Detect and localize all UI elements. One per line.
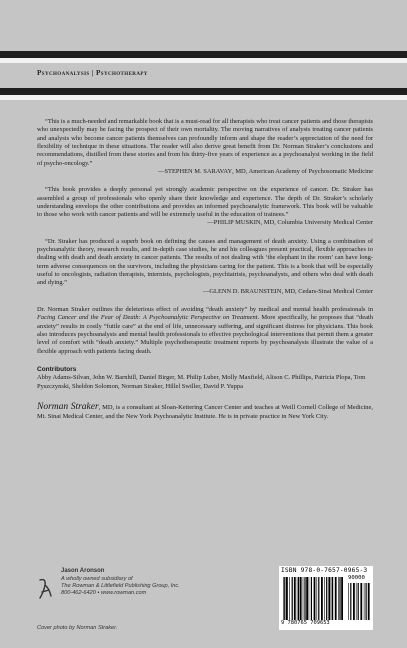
barcode-bar xyxy=(353,583,355,620)
barcode-bar xyxy=(298,577,299,620)
barcode-bar xyxy=(339,577,340,620)
barcode-bar xyxy=(332,577,333,620)
contributors-section xyxy=(37,366,373,391)
barcode-bar xyxy=(326,577,327,620)
book-description: Dr. Norman Straker outlines the deleterious effect of avoiding “death anxiety” by medical and mental health professionals in Facing Cancer and the Fear of Death: A Psychoanalytic Perspective on Treatment. More specifically, he proposes that “death anxiety” results in costly “futile care” at the end of life, unnecessary suffering, and significant distress for physicians. This book also introduces psychoanalysts and mental health professionals to effective psychological interventions that permit them a greater level of comfort with “death anxiety.” Multiple psychotherapeutic treatment reports by psychoanalysts illustrate the value of a flexible approach with patients facing death. xyxy=(37,305,374,355)
quote-attribution: —PHILIP MUSKIN, MD, Columbia University Medical Center xyxy=(207,219,373,227)
publisher-name: Jason Aronson xyxy=(61,568,105,574)
category-header: Psychoanalysis | Psychotherapy xyxy=(37,69,148,77)
author-name: Norman Straker xyxy=(37,401,99,412)
back-cover-content xyxy=(37,118,373,421)
barcode-area xyxy=(279,566,373,630)
barcode-bar xyxy=(311,577,312,620)
barcode-bar xyxy=(292,577,293,620)
cover-photo-credit: Cover photo by Norman Straker. xyxy=(37,625,118,631)
price-code: 90000 xyxy=(348,575,365,581)
barcode-bar xyxy=(321,577,323,620)
barcode-bar xyxy=(283,577,284,620)
barcode-bar xyxy=(303,577,304,620)
barcode-bar xyxy=(368,583,370,620)
publisher-line: A wholly owned subsidiary of xyxy=(61,575,133,582)
author-bio: Norman Straker, MD, is a consultant at Sloan-Kettering Cancer Center and teaches at Weill Cornell College of Medicine, Mt. Sinai Medical Center, and the New York Psychoanalytic Institute. He is in private practice in New York City. xyxy=(37,401,373,421)
publisher-contact: 800-462-6420 • www.rowman.com xyxy=(61,590,147,597)
barcode-bar xyxy=(300,577,302,620)
barcode-bar xyxy=(341,577,343,620)
rule-band-light xyxy=(0,95,407,100)
top-band-dark xyxy=(0,51,407,58)
publisher-logo-icon xyxy=(37,578,53,600)
rule-band-dark xyxy=(0,88,407,95)
barcode-bar xyxy=(358,583,359,620)
barcode-bar xyxy=(317,577,318,620)
barcode-bar xyxy=(286,577,288,620)
barcode-bar xyxy=(360,583,362,620)
contributors-heading: Contributors xyxy=(37,365,77,373)
isbn-label: ISBN 978-0-7657-0965-3 xyxy=(281,567,368,574)
barcode-digits: 9 780765 709653 xyxy=(281,620,330,626)
barcode-bar xyxy=(348,583,349,620)
isbn-barcode xyxy=(283,577,345,620)
quote-text: “Dr. Straker has produced a superb book on defining the causes and management of death anxiety. Using a combination of psychoanalytic theory, research results, and in-depth case studies, he and his colleagues present practical, flexible approaches to dealing with death and death anxiety in cancer patients. The results of not dealing with ‘the elephant in the room’ can have long-term adverse consequences on the survivors, including the physicians caring for the patient. This is a book that will be especially useful to oncologists, radiation therapists, internists, psychologists, psychiatrists, psychoanalysts, and others who deal with death and dying.” xyxy=(37,237,373,287)
barcode-bar xyxy=(331,577,332,620)
barcode-bar xyxy=(289,577,290,620)
barcode-bar xyxy=(304,577,305,620)
quote-1 xyxy=(37,118,373,176)
barcode-bar xyxy=(350,583,351,620)
barcode-bar xyxy=(306,577,308,620)
barcode-bar xyxy=(294,577,296,620)
barcode-bar xyxy=(309,577,310,620)
barcode-bar xyxy=(314,577,316,620)
quote-attribution: —STEPHEN M. SARAVAY, MD, American Academy of Psychosomatic Medicine xyxy=(158,167,373,175)
barcode-bar xyxy=(338,577,339,620)
barcode-bar xyxy=(318,577,319,620)
barcode-bar xyxy=(284,577,285,620)
barcode-bar xyxy=(328,577,330,620)
quote-3 xyxy=(37,238,373,296)
addon-barcode xyxy=(348,583,370,620)
top-band-light xyxy=(0,58,407,63)
quote-2 xyxy=(37,186,373,228)
publisher-line: The Rowman & Littlefield Publishing Group, Inc. xyxy=(61,583,180,590)
barcode-bar xyxy=(364,583,365,620)
quote-text: “This is a much-needed and remarkable book that is a must-read for all therapists who treat cancer patients and those therapists who unexpectedly may be facing the prospect of their own mortality. The moving narratives of analysts treating cancer patients and analysts who become cancer patients themselves can profoundly inform and shape the reader’s appreciation of the need for flexibility of technique in these situations. The reader will also derive great benefit from Dr. Norman Straker’s conclusions and recommendations, distilled from these stories and from his thirty-five years of experience as a psychoanalyst working in the field of psycho-oncology.” xyxy=(37,118,373,167)
barcode-bar xyxy=(356,583,357,620)
quote-attribution: —GLENN D. BRAUNSTEIN, MD, Cedars-Sinai Medical Center xyxy=(202,287,373,295)
barcode-bar xyxy=(366,583,367,620)
book-title: Facing Cancer and the Fear of Death: A Psychoanalytic Perspective on Treatment xyxy=(37,314,258,322)
quote-text: “This book provides a deeply personal yet strongly academic perspective on the experience of cancer. Dr. Straker has assembled a group of professionals who openly share their knowledge and experience. The depth of Dr. Straker’s scholarly understanding envelops the other contributions and provides an informed psychoanalytic framework. This book will be valuable to those who work with cancer patients and will be extremely useful in the education of trainees.” xyxy=(37,186,373,219)
barcode-bar xyxy=(335,577,337,620)
contributors-list: Abby Adams-Silvan, John W. Barnhill, Daniel Birger, M. Philip Luber, Molly Maxfield, Alison C. Phillips, Patricia Plopa, Tom Pyszczynski, Sheldon Solomon, Norman Straker, Hillel Swiller, David P. Yuppa xyxy=(37,374,366,390)
barcode-bar xyxy=(324,577,325,620)
barcode-bar xyxy=(297,577,298,620)
